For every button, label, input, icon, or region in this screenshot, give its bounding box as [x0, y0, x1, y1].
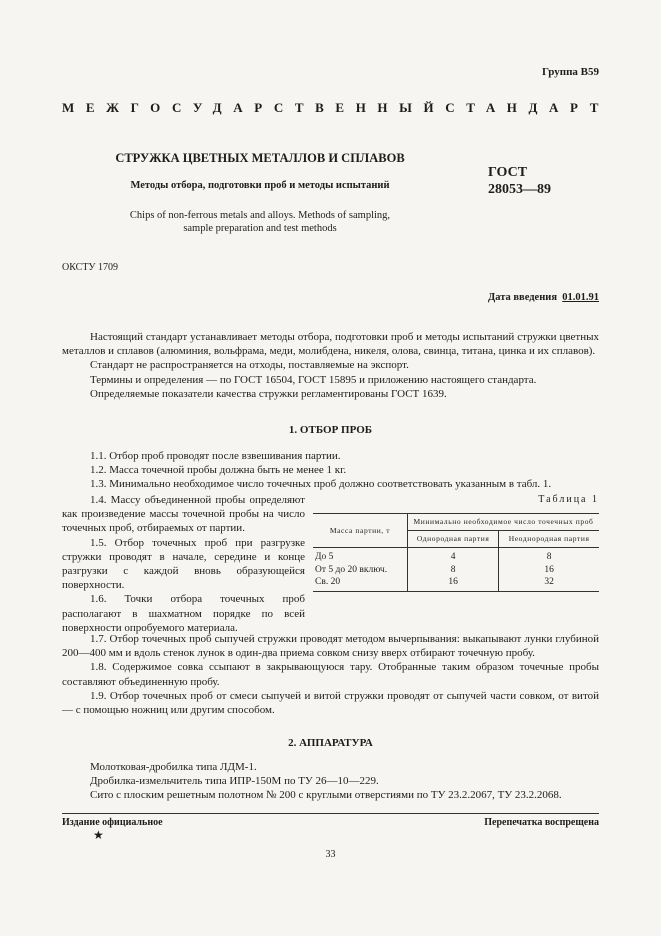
clause-1-8: 1.8. Содержимое совка ссыпают в закрывающуюся тару. Отобранные таким образом точечные пробы составляют объединенную пробу.	[62, 661, 599, 688]
table-cell-heterogeneous: 16	[499, 564, 599, 577]
table-cell-homogeneous: 16	[408, 576, 499, 591]
english-title-line2: sample preparation and test methods	[183, 223, 337, 234]
intro-paragraph: Определяемые показатели качества стружки регламентированы ГОСТ 1639.	[90, 387, 447, 400]
equipment-item: Сито с плоским решетным полотном № 200 с круглыми отверстиями по ТУ 23.2.2067, ТУ 23.2.2068.	[90, 789, 562, 802]
table-header-heterogeneous: Неоднородная партия	[499, 531, 599, 548]
section-1-items	[62, 449, 599, 492]
star-icon: ★	[93, 828, 104, 842]
intro-paragraph: Термины и определения — по ГОСТ 16504, ГОСТ 15895 и приложению настоящего стандарта.	[90, 373, 537, 386]
clause-1-7: 1.7. Отбор точечных проб сыпучей стружки проводят методом вычерпывания: выкапывают лунки глубиной 200—400 мм и вдоль стенок лунок в один-два приема совком снизу вверх отбирают точечную пробу.	[62, 633, 599, 660]
effective-date-value: 01.01.91	[562, 292, 599, 303]
clause-1-6: 1.6. Точки отбора точечных проб располагают в шахматном порядке по всей поверхности опробуемого материала.	[62, 593, 305, 634]
table-cell-mass: Св. 20	[313, 576, 408, 591]
table-header-mass: Масса партии, т	[313, 514, 408, 548]
footer-divider	[62, 813, 599, 814]
section-1-heading: 1. ОТБОР ПРОБ	[288, 424, 373, 436]
table-caption: Таблица 1	[538, 494, 599, 505]
clause-1-9: 1.9. Отбор точечных проб от смеси сыпучей и витой стружки проводят от сыпучей части совком, от витой — с помощью ножниц или другим способом.	[62, 689, 599, 717]
clause-1-1: 1.1. Отбор проб проводят после взвешивания партии.	[90, 450, 341, 462]
table-cell-mass: До 5	[315, 552, 334, 562]
table-header-group: Минимально необходимое число точечных проб	[408, 514, 600, 531]
table-row	[313, 576, 599, 591]
english-title	[95, 209, 425, 235]
document-title: СТРУЖКА ЦВЕТНЫХ МЕТАЛЛОВ И СПЛАВОВ	[115, 151, 405, 165]
section-1-tail	[62, 632, 599, 717]
intro-block	[62, 330, 599, 401]
table-row	[313, 564, 599, 577]
english-title-line1: Chips of non-ferrous metals and alloys. Methods of sampling,	[129, 210, 391, 221]
table-cell-heterogeneous: 8	[499, 548, 599, 564]
table-row	[313, 548, 599, 564]
page-number: 33	[325, 849, 336, 860]
table-cell-homogeneous: 4	[408, 548, 499, 564]
equipment-item: Молотковая-дробилка типа ЛДМ-1.	[90, 761, 257, 773]
intro-paragraph: Стандарт не распространяется на отходы, поставляемые на экспорт.	[90, 359, 409, 372]
intro-paragraph: Настоящий стандарт устанавливает методы отбора, подготовки проб и методы испытаний стружки цветных металлов и сплавов (алюминия, вольфрама, меди, молибдена, никеля, олова, свинца, титана, цинка и их сплавов).	[62, 331, 599, 358]
table-cell-heterogeneous: 32	[499, 576, 599, 591]
clause-1-5: 1.5. Отбор точечных проб при разгрузке стружки проводят в начале, середине и конце разгрузки с каждой вновь образующейся поверхности.	[62, 536, 305, 592]
equipment-item: Дробилка-измельчитель типа ИПР-150М по ТУ 26—10—229.	[90, 775, 379, 788]
effective-date-label: Дата введения	[488, 292, 557, 303]
reprint-prohibited-note: Перепечатка воспрещена	[484, 817, 599, 828]
group-code: Группа В59	[541, 66, 599, 78]
oksty-code: ОКСТУ 1709	[62, 262, 119, 273]
gost-number	[488, 164, 551, 198]
section-2-items	[62, 760, 599, 803]
clause-1-3: 1.3. Минимально необходимое число точечных проб должно соответствовать указанным в табл. 1.	[90, 478, 552, 491]
banner-right: СТАНДАРТ	[445, 100, 611, 115]
table-header-homogeneous: Однородная партия	[408, 531, 499, 548]
clause-1-2: 1.2. Масса точечной пробы должна быть не менее 1 кг.	[90, 464, 347, 477]
section-1-narrow-block	[62, 493, 305, 635]
clause-1-4: 1.4. Массу объединенной пробы определяют как произведение массы точечной пробы на число точечных проб, отбираемых от партии.	[62, 494, 305, 535]
effective-date	[488, 292, 599, 303]
interstate-standard-banner	[62, 100, 611, 116]
section-2-heading: 2. АППАРАТУРА	[288, 737, 373, 749]
official-edition-note: Издание официальное	[62, 817, 163, 828]
gost-code: 28053—89	[488, 182, 551, 197]
table-1	[313, 513, 599, 592]
document-subtitle: Методы отбора, подготовки проб и методы испытаний	[130, 180, 390, 191]
banner-left: МЕЖГОСУДАРСТВЕННЫЙ	[62, 100, 446, 115]
gost-label: ГОСТ	[488, 165, 528, 180]
table-cell-mass: От 5 до 20 включ.	[315, 564, 388, 575]
table-cell-homogeneous: 8	[408, 564, 499, 577]
